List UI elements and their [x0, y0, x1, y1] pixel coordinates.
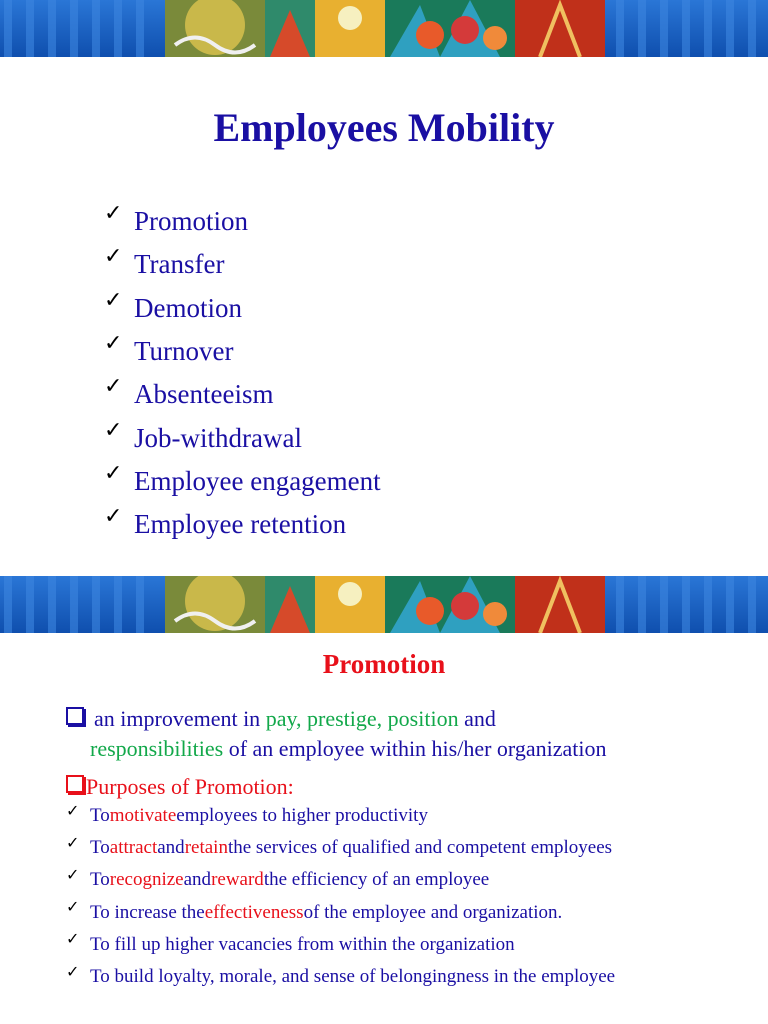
list-item: ✓ To recognize and reward the efficiency of an employee [66, 864, 490, 891]
purposes-list [66, 800, 615, 993]
checkmark-icon: ✓ [66, 832, 80, 852]
square-bullet-icon [66, 775, 84, 793]
checkmark-icon: ✓ [104, 287, 123, 313]
list-item: ✓ To fill up higher vacancies from within the organization [66, 929, 515, 955]
checkmark-icon: ✓ [104, 460, 123, 486]
checkmark-icon: ✓ [66, 800, 80, 820]
purposes-heading: Purposes of Promotion: [66, 772, 294, 802]
decorative-banner [0, 0, 768, 57]
checkmark-icon: ✓ [104, 374, 123, 400]
list-item: ✓ Absenteeism [104, 374, 274, 410]
checkmark-icon: ✓ [66, 929, 80, 949]
list-item: ✓ To attract and retain the services of qualified and competent employees [66, 832, 613, 859]
list-item: ✓ Transfer [104, 244, 225, 280]
banner-artwork [0, 576, 768, 633]
list-item: ✓ To build loyalty, morale, and sense of belongingness in the employee [66, 961, 616, 988]
checkmark-icon: ✓ [104, 331, 123, 357]
slide-title: Employees Mobility [213, 105, 555, 150]
checkmark-icon: ✓ [104, 201, 123, 227]
section-title: Promotion [322, 649, 446, 679]
list-item: ✓ Demotion [104, 287, 242, 323]
mobility-list [104, 200, 381, 546]
list-item: ✓ To increase the effectiveness of the employee and organization. [66, 897, 563, 923]
checkmark-icon: ✓ [104, 504, 123, 530]
list-item: ✓ Employee retention [104, 504, 347, 540]
list-item: ✓ Employee engagement [104, 460, 381, 496]
banner-artwork [0, 0, 768, 57]
promotion-definition: an improvement in pay, prestige, position and responsibilities of an employee within his/her organization [66, 704, 746, 764]
checkmark-icon: ✓ [66, 897, 80, 917]
list-item: ✓ To motivate employees to higher productivity [66, 800, 428, 827]
square-bullet-icon [66, 707, 84, 725]
checkmark-icon: ✓ [104, 417, 123, 443]
list-item: ✓ Turnover [104, 331, 234, 367]
decorative-banner [0, 576, 768, 633]
list-item: ✓ Job-withdrawal [104, 417, 302, 453]
checkmark-icon: ✓ [104, 244, 123, 270]
checkmark-icon: ✓ [66, 961, 80, 981]
checkmark-icon: ✓ [66, 864, 80, 884]
list-item: ✓ Promotion [104, 201, 249, 237]
